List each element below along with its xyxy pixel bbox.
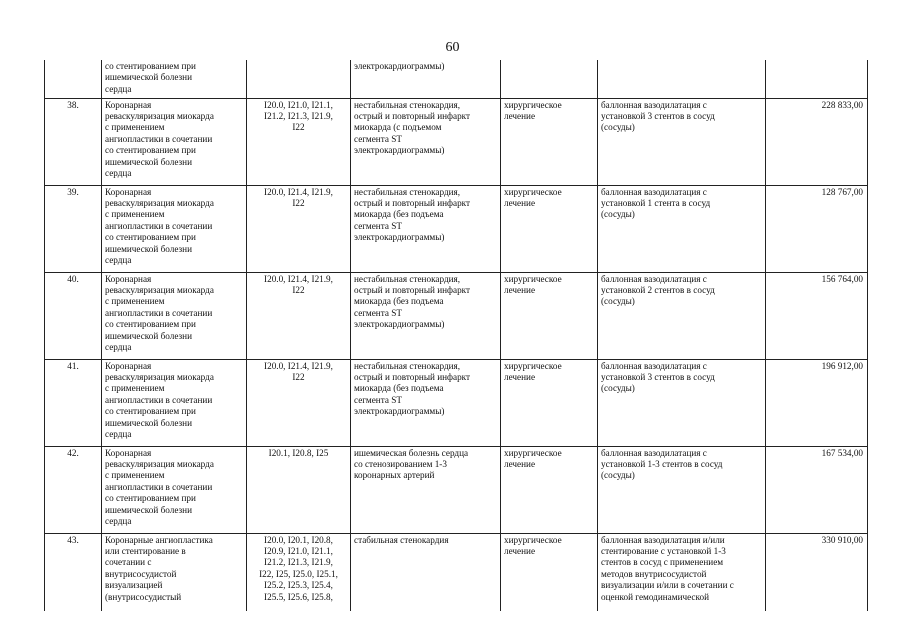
treatment-method: баллонная вазодилатация с установкой 3 стентов в сосуд (сосуды): [598, 359, 766, 446]
treatment-method: баллонная вазодилатация с установкой 2 стентов в сосуд (сосуды): [598, 272, 766, 359]
price: [766, 60, 868, 98]
row-number: 42.: [45, 446, 102, 533]
treatment-type: хирургическое лечение: [501, 98, 598, 185]
patient-condition: нестабильная стенокардия, острый и повторный инфаркт миокарда (с подъемом сегмента ST электрокардиограммы): [351, 98, 501, 185]
row-number: 38.: [45, 98, 102, 185]
table-row: [45, 533, 868, 611]
treatment-type: хирургическое лечение: [501, 533, 598, 611]
row-number: 43.: [45, 533, 102, 611]
service-name: со стентированием при ишемической болезни сердца: [102, 60, 247, 98]
patient-condition: нестабильная стенокардия, острый и повторный инфаркт миокарда (без подъема сегмента ST электрокардиограммы): [351, 272, 501, 359]
icd-codes: I20.0, I21.4, I21.9, I22: [247, 359, 351, 446]
services-table: [44, 60, 868, 611]
service-name: Коронарные ангиопластика или стентирование в сочетании с внутрисосудистой визуализацией (внутрисосудистый: [102, 533, 247, 611]
table-row: [45, 359, 868, 446]
treatment-type: хирургическое лечение: [501, 185, 598, 272]
treatment-method: баллонная вазодилатация и/или стентирование с установкой 1-3 стентов в сосуд с применением методов внутрисосудистой визуализации и/или в сочетании с оценкой гемодинамической: [598, 533, 766, 611]
icd-codes: I20.0, I21.4, I21.9, I22: [247, 185, 351, 272]
icd-codes: I20.0, I21.4, I21.9, I22: [247, 272, 351, 359]
patient-condition: стабильная стенокардия: [351, 533, 501, 611]
icd-codes: I20.0, I21.0, I21.1, I21.2, I21.3, I21.9, I22: [247, 98, 351, 185]
service-name: Коронарная реваскуляризация миокарда с применением ангиопластики в сочетании со стентированием при ишемической болезни сердца: [102, 446, 247, 533]
price: 156 764,00: [766, 272, 868, 359]
price: 128 767,00: [766, 185, 868, 272]
row-number: 39.: [45, 185, 102, 272]
service-name: Коронарная реваскуляризация миокарда с применением ангиопластики в сочетании со стентированием при ишемической болезни сердца: [102, 272, 247, 359]
table-row-continued: [45, 60, 868, 98]
treatment-type: хирургическое лечение: [501, 359, 598, 446]
treatment-method: баллонная вазодилатация с установкой 3 стентов в сосуд (сосуды): [598, 98, 766, 185]
price: 330 910,00: [766, 533, 868, 611]
row-number: 40.: [45, 272, 102, 359]
treatment-method: баллонная вазодилатация с установкой 1-3 стентов в сосуд (сосуды): [598, 446, 766, 533]
treatment-type: хирургическое лечение: [501, 446, 598, 533]
icd-codes: [247, 60, 351, 98]
table-row: [45, 272, 868, 359]
service-name: Коронарная реваскуляризация миокарда с применением ангиопластики в сочетании со стентированием при ишемической болезни сердца: [102, 359, 247, 446]
table-row: [45, 185, 868, 272]
page-number: 60: [445, 40, 460, 55]
treatment-method: [598, 60, 766, 98]
patient-condition: электрокардиограммы): [351, 60, 501, 98]
patient-condition: нестабильная стенокардия, острый и повторный инфаркт миокарда (без подъема сегмента ST электрокардиограммы): [351, 359, 501, 446]
table-row: [45, 98, 868, 185]
table-row: [45, 446, 868, 533]
treatment-method: баллонная вазодилатация с установкой 1 стента в сосуд (сосуды): [598, 185, 766, 272]
service-name: Коронарная реваскуляризация миокарда с применением ангиопластики в сочетании со стентированием при ишемической болезни сердца: [102, 185, 247, 272]
treatment-type: [501, 60, 598, 98]
service-name: Коронарная реваскуляризация миокарда с применением ангиопластики в сочетании со стентированием при ишемической болезни сердца: [102, 98, 247, 185]
row-number: [45, 60, 102, 98]
icd-codes: I20.0, I20.1, I20.8, I20.9, I21.0, I21.1, I21.2, I21.3, I21.9, I22, I25, I25.0, I25.1, I25.2, I25.3, I25.4, I25.5, I25.6, I25.8,: [247, 533, 351, 611]
price: 228 833,00: [766, 98, 868, 185]
treatment-type: хирургическое лечение: [501, 272, 598, 359]
patient-condition: нестабильная стенокардия, острый и повторный инфаркт миокарда (без подъема сегмента ST электрокардиограммы): [351, 185, 501, 272]
price: 196 912,00: [766, 359, 868, 446]
price: 167 534,00: [766, 446, 868, 533]
table-body: [45, 60, 868, 611]
icd-codes: I20.1, I20.8, I25: [247, 446, 351, 533]
services-table-container: [44, 60, 867, 611]
row-number: 41.: [45, 359, 102, 446]
patient-condition: ишемическая болезнь сердца со стенозированием 1-3 коронарных артерий: [351, 446, 501, 533]
